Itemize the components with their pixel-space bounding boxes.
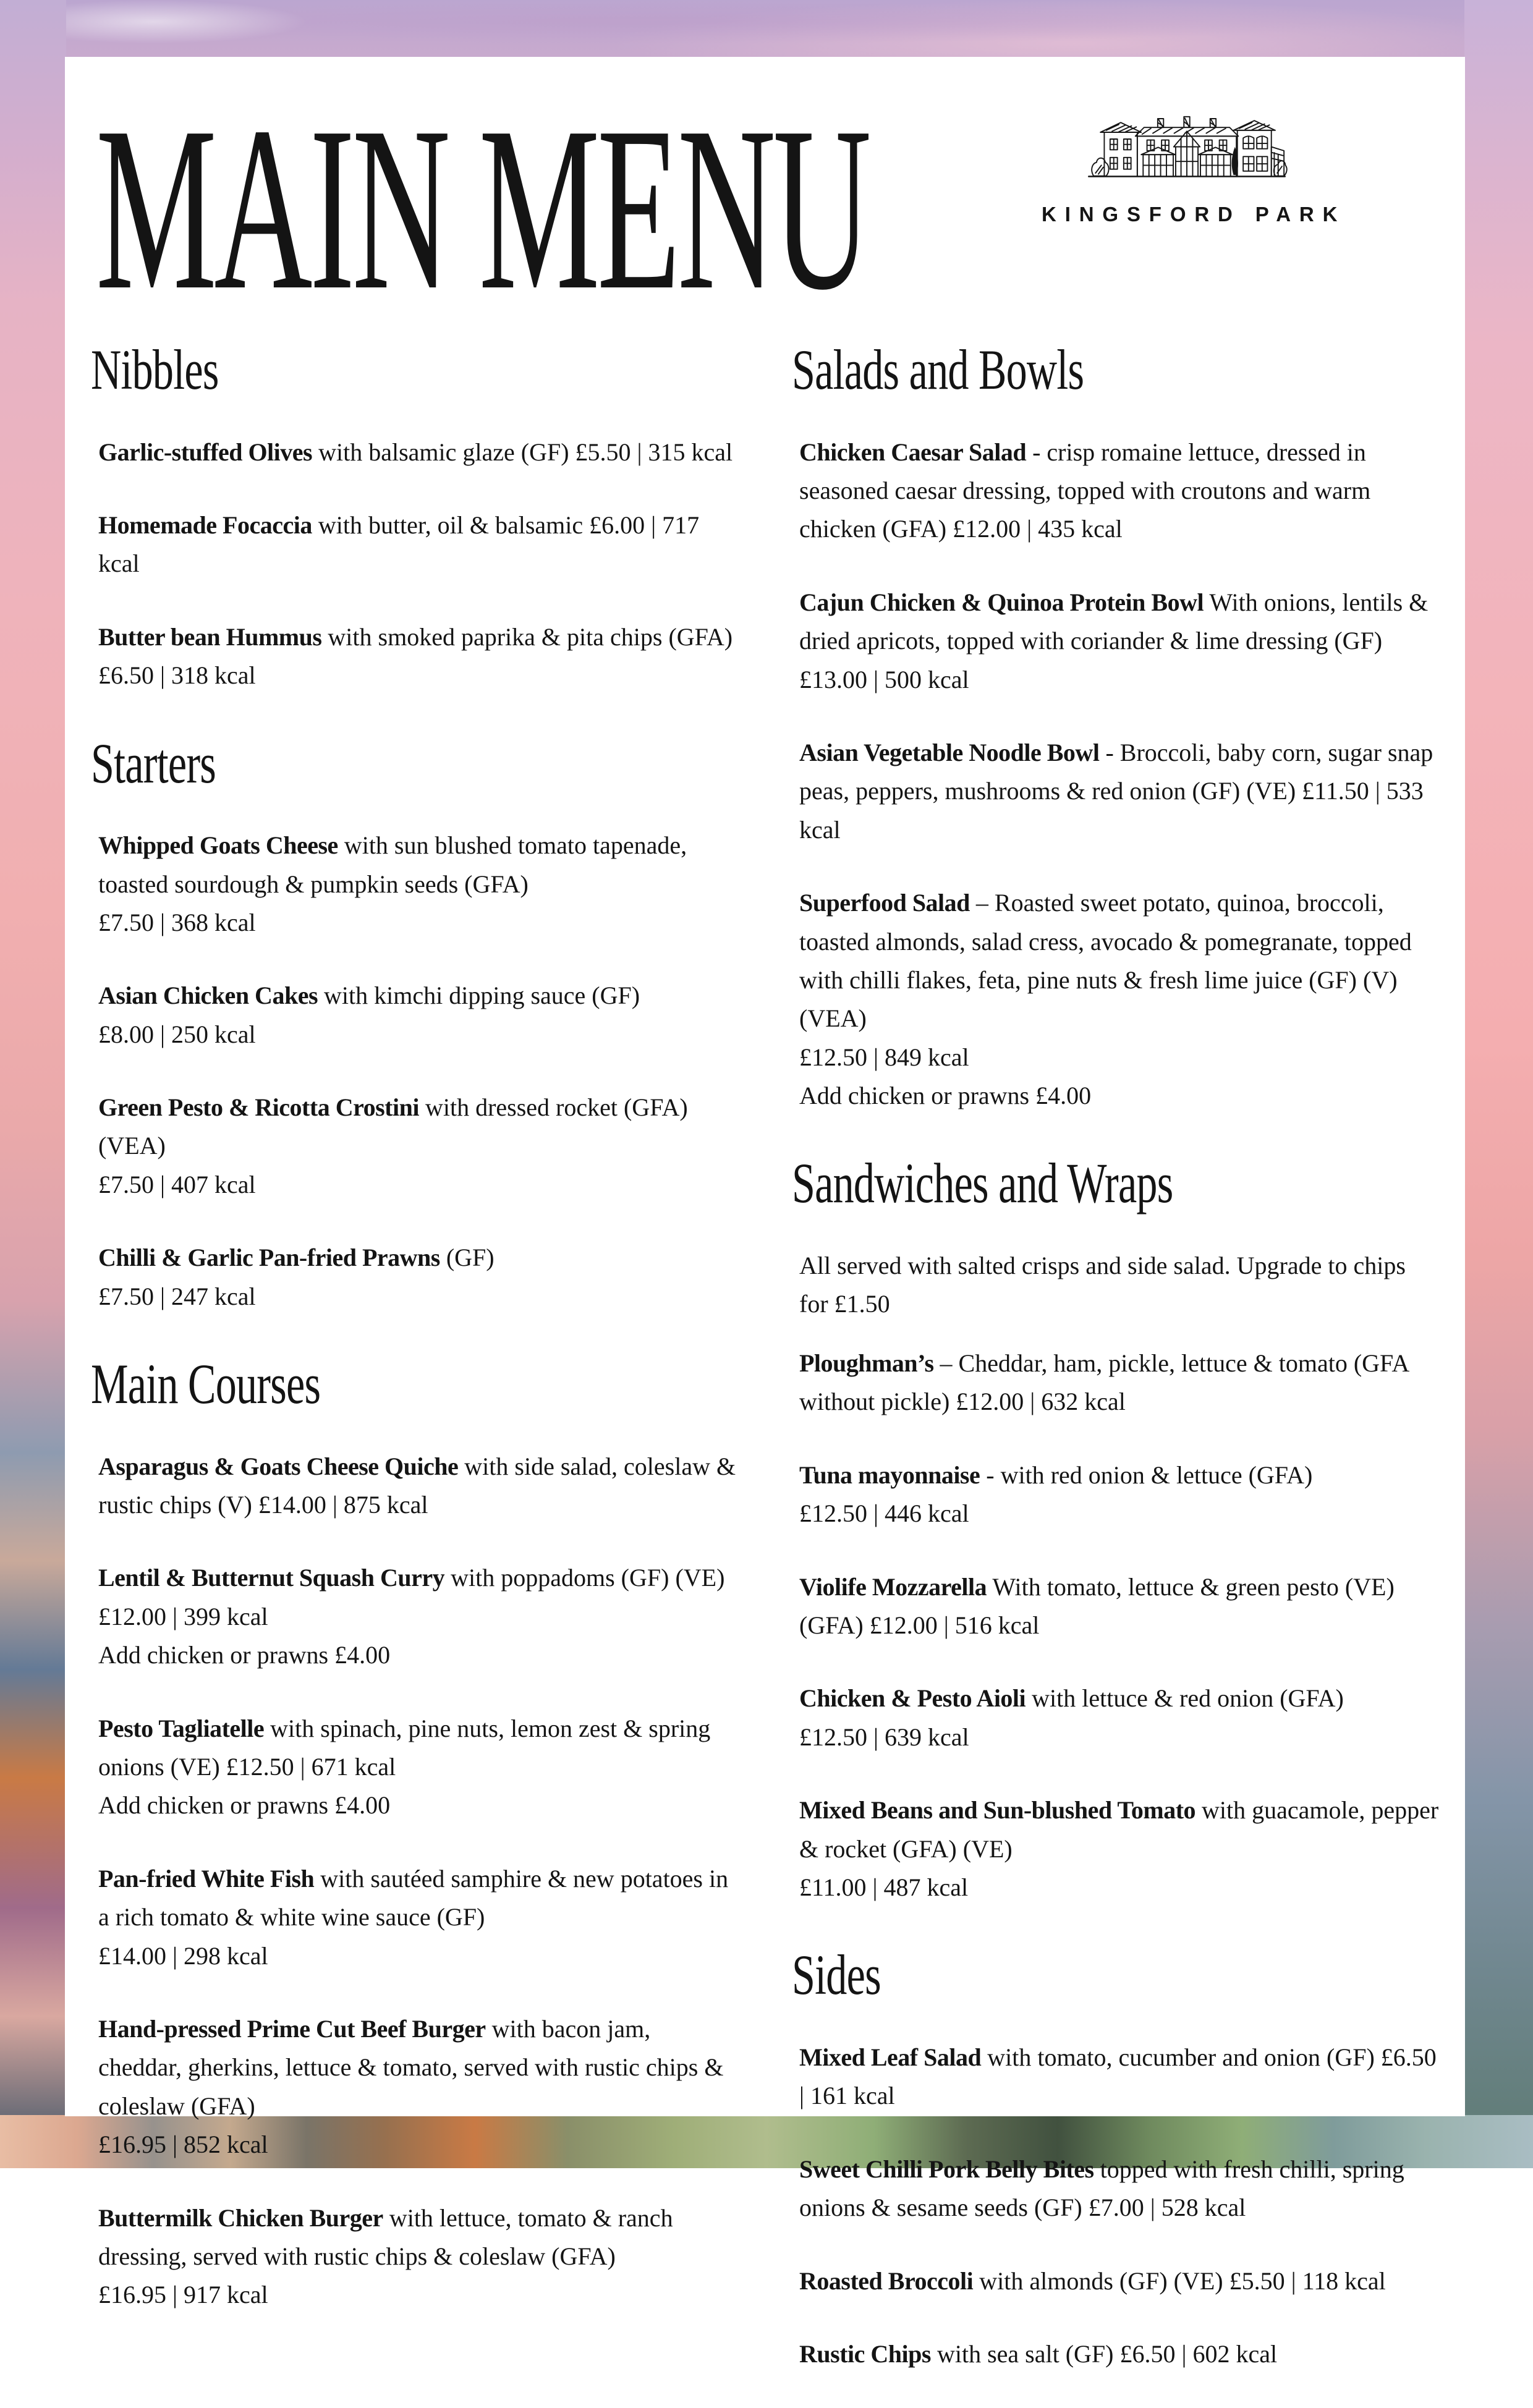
item-description: with butter, oil & balsamic £6.00 | 717 kcal: [98, 511, 700, 578]
item-description: (GF): [440, 1244, 495, 1272]
item-price-line: £14.00 | 298 kcal: [98, 1941, 268, 1970]
item-description: – Roasted sweet potato, quinoa, broccoli, toasted almonds, salad cress, avocado & pomegranate, topped with chilli flakes, feta, pine nuts & fresh lime juice (GF) (V) (VEA): [799, 889, 1412, 1033]
item-price-line: £16.95 | 917 kcal: [98, 2281, 268, 2309]
item-name: Mixed Leaf Salad: [799, 2043, 982, 2071]
item-name: Mixed Beans and Sun-blushed Tomato: [799, 1796, 1196, 1825]
item-price-line: Add chicken or prawns £4.00: [98, 1641, 391, 1669]
item-name: Chilli & Garlic Pan-fried Prawns: [98, 1244, 440, 1272]
item-description: with smoked paprika & pita chips (GFA): [321, 622, 733, 651]
item-name: Green Pesto & Ricotta Crostini: [98, 1093, 419, 1122]
item-description: - crisp romaine lettuce, dressed in seasoned caesar dressing, topped with croutons and warm chicken (GFA) £12.00 | 435 kcal: [799, 438, 1371, 543]
item-description: with almonds (GF) (VE) £5.50 | 118 kcal: [973, 2266, 1386, 2295]
item-description: with sea salt (GF) £6.50 | 602 kcal: [930, 2339, 1278, 2368]
section-heading: Main Courses: [91, 1352, 321, 1416]
menu-item: [91, 1559, 739, 1674]
item-price-line: £12.50 | 639 kcal: [799, 1723, 969, 1751]
item-price-line: £12.00 | 399 kcal: [98, 1602, 268, 1630]
item-description: with spinach, pine nuts, lemon zest & spring onions (VE) £12.50 | 671 kcal: [98, 1714, 711, 1781]
item-name: Asparagus & Goats Cheese Quiche: [98, 1452, 459, 1480]
menu-section: [792, 340, 1440, 1115]
item-name: Chicken & Pesto Aioli: [799, 1684, 1026, 1713]
menu-item: [792, 2262, 1440, 2300]
item-name: Sweet Chilli Pork Belly Bites: [799, 2155, 1094, 2183]
item-description: with kimchi dipping sauce (GF): [318, 981, 640, 1010]
menu-item: [792, 1456, 1440, 1533]
item-price-line: £12.50 | 849 kcal: [799, 1043, 969, 1071]
menu-item: [91, 977, 739, 1054]
item-name: Garlic-stuffed Olives: [98, 438, 313, 466]
item-name: Hand-pressed Prime Cut Beef Burger: [98, 2014, 486, 2043]
section-heading: Starters: [91, 731, 216, 795]
item-name: Violife Mozzarella: [799, 1572, 987, 1601]
item-name: Roasted Broccoli: [799, 2266, 974, 2295]
section-heading: Salads and Bowls: [792, 338, 1084, 401]
item-price-line: £7.50 | 247 kcal: [98, 1282, 256, 1310]
item-description: with lettuce & red onion (GFA): [1026, 1684, 1344, 1713]
item-price-line: £12.50 | 446 kcal: [799, 1499, 969, 1528]
item-name: Rustic Chips: [799, 2339, 931, 2368]
menu-item: [792, 1791, 1440, 1907]
menu-item: [792, 2038, 1440, 2116]
item-name: Pan-fried White Fish: [98, 1864, 315, 1893]
section-intro: All served with salted crisps and side salad. Upgrade to chips for £1.50: [799, 1252, 1406, 1318]
menu-item: [91, 1710, 739, 1825]
item-description: with lettuce, tomato & ranch dressing, served with rustic chips & coleslaw (GFA): [98, 2203, 673, 2270]
menu-item: [91, 1448, 739, 1525]
menu-item: [792, 884, 1440, 1115]
item-price-line: Add chicken or prawns £4.00: [98, 1791, 391, 1820]
item-name: Chicken Caesar Salad: [799, 438, 1027, 466]
section-heading: Sandwiches and Wraps: [792, 1151, 1173, 1215]
menu-column-right: [792, 340, 1440, 2408]
section-heading: Nibbles: [91, 338, 219, 401]
item-description: with sun blushed tomato tapenade, toasted sourdough & pumpkin seeds (GFA): [98, 831, 687, 898]
item-name: Whipped Goats Cheese: [98, 831, 338, 860]
item-description: with poppadoms (GF) (VE): [444, 1564, 725, 1592]
menu-section: [91, 1354, 739, 2315]
menu-column-left: [91, 340, 739, 2408]
menu-columns: [65, 336, 1465, 2408]
menu-item: [792, 2335, 1440, 2373]
menu-item: [91, 1088, 739, 1204]
item-price-line: £7.50 | 407 kcal: [98, 1170, 256, 1198]
item-name: Pesto Tagliatelle: [98, 1714, 265, 1742]
manor-house-logo-icon: [1085, 100, 1289, 192]
item-description: with guacamole, pepper & rocket (GFA) (VE): [799, 1796, 1439, 1863]
item-name: Superfood Salad: [799, 889, 970, 917]
item-description: with balsamic glaze (GF) £5.50 | 315 kcal: [312, 438, 733, 466]
menu-item: [792, 1568, 1440, 1645]
menu-section: [91, 731, 739, 1316]
item-description: with tomato, cucumber and onion (GF) £6.50 | 161 kcal: [799, 2043, 1437, 2110]
brand-block: [1042, 100, 1346, 226]
item-name: Asian Chicken Cakes: [98, 981, 318, 1010]
menu-section: [91, 340, 739, 695]
item-description: with dressed rocket (GFA) (VEA): [98, 1093, 688, 1160]
item-name: Cajun Chicken & Quinoa Protein Bowl: [799, 588, 1204, 616]
menu-item: [792, 433, 1440, 549]
item-description: – Cheddar, ham, pickle, lettuce & tomato (GFA without pickle) £12.00 | 632 kcal: [799, 1349, 1408, 1416]
menu-item: [91, 433, 739, 472]
menu-item: [91, 2199, 739, 2315]
menu-item: [792, 2150, 1440, 2228]
menu-header: [65, 57, 1465, 339]
menu-item: [91, 1860, 739, 1975]
item-description: with side salad, coleslaw & rustic chips (V) £14.00 | 875 kcal: [98, 1452, 736, 1519]
menu-section: [792, 1945, 1440, 2373]
item-description: With onions, lentils & dried apricots, topped with coriander & lime dressing (GF) £13.00 | 500 kcal: [799, 588, 1429, 693]
item-name: Ploughman’s: [799, 1349, 934, 1378]
menu-item: [91, 506, 739, 583]
brand-name: KINGSFORD PARK: [1042, 203, 1346, 226]
item-price-line: £16.95 | 852 kcal: [98, 2130, 268, 2159]
item-name: Asian Vegetable Noodle Bowl: [799, 738, 1100, 766]
item-description: - Broccoli, baby corn, sugar snap peas, peppers, mushrooms & red onion (GF) (VE) £11.50 | 533 kcal: [799, 738, 1433, 844]
painted-border-right: [1464, 0, 1533, 2168]
menu-item: [91, 2010, 739, 2164]
menu-item: [792, 1344, 1440, 1422]
item-price-line: £8.00 | 250 kcal: [98, 1020, 256, 1048]
menu-item: [91, 1239, 739, 1316]
item-price-line: £11.00 | 487 kcal: [799, 1873, 969, 1901]
item-price-line: £6.50 | 318 kcal: [98, 661, 256, 690]
item-price-line: Add chicken or prawns £4.00: [799, 1082, 1092, 1110]
page-title: MAIN MENU: [96, 78, 868, 339]
item-price-line: £7.50 | 368 kcal: [98, 908, 256, 936]
item-name: Homemade Focaccia: [98, 511, 312, 539]
item-description: with bacon jam, cheddar, gherkins, lettuce & tomato, served with rustic chips & coleslaw (GFA): [98, 2014, 724, 2120]
section-heading: Sides: [792, 1943, 881, 2007]
item-name: Buttermilk Chicken Burger: [98, 2203, 383, 2232]
item-description: - with red onion & lettuce (GFA): [980, 1460, 1313, 1489]
item-description: topped with fresh chilli, spring onions & sesame seeds (GF) £7.00 | 528 kcal: [799, 2155, 1404, 2222]
item-name: Lentil & Butternut Squash Curry: [98, 1564, 445, 1592]
menu-item: [792, 583, 1440, 699]
item-name: Tuna mayonnaise: [799, 1460, 980, 1489]
menu-item: [792, 734, 1440, 849]
menu-card: [65, 57, 1465, 2368]
menu-item: [91, 618, 739, 695]
item-description: With tomato, lettuce & green pesto (VE) (GFA) £12.00 | 516 kcal: [799, 1572, 1395, 1639]
item-name: Butter bean Hummus: [98, 622, 322, 651]
menu-section: [792, 1153, 1440, 1907]
item-description: with sautéed samphire & new potatoes in a rich tomato & white wine sauce (GF): [98, 1864, 729, 1931]
menu-item: [91, 826, 739, 942]
menu-item: [792, 1679, 1440, 1757]
painted-border-left: [0, 0, 66, 2168]
